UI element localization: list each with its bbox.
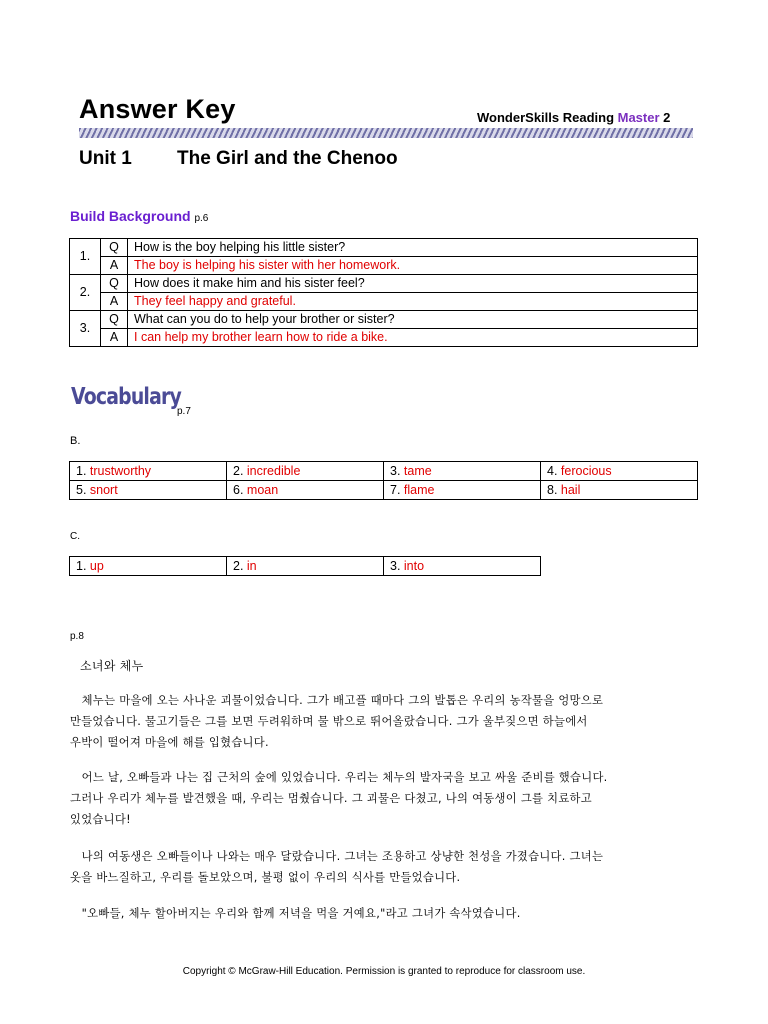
translation-page: p.8 [70, 631, 84, 642]
vocab-answer: trustworthy [89, 463, 152, 478]
vocab-cell [541, 462, 698, 481]
vocab-cell [384, 481, 541, 500]
item-number: 8. [547, 482, 561, 497]
answer-text: I can help my brother learn how to ride a bike. [128, 329, 698, 347]
question-text: How does it make him and his sister feel? [128, 275, 698, 293]
series-brand [477, 110, 670, 125]
vocab-cell [70, 462, 227, 481]
section-b-label: B. [70, 435, 81, 447]
table-row [70, 275, 698, 293]
q-label: Q [101, 311, 128, 329]
table-row [70, 481, 698, 500]
brand-master: Master [617, 110, 660, 125]
question-text: How is the boy helping his little sister? [128, 239, 698, 257]
vocab-answer: moan [246, 482, 279, 497]
translation-paragraph [70, 903, 695, 924]
table-row [70, 462, 698, 481]
translation-paragraph [70, 690, 695, 753]
header-divider [79, 128, 693, 138]
item-number: 2. [233, 463, 247, 478]
page-title: Answer Key [79, 94, 236, 124]
vocab-cell [227, 557, 384, 576]
text-line: 체누는 마을에 오는 사나운 괴물이었습니다. 그가 배고플 때마다 그의 발톱은 우리의 농작물을 엉망으로 [70, 694, 604, 707]
vocab-cell [384, 462, 541, 481]
item-number: 3. [390, 463, 404, 478]
item-number: 4. [547, 463, 561, 478]
text-line: "오빠들, 체누 할아버지는 우리와 함께 저녁을 먹을 거예요,"라고 그녀가 속삭였습니다. [70, 907, 521, 920]
vocab-cell [384, 557, 541, 576]
text-line: 만들었습니다. 물고기들은 그를 보면 두려워하며 물 밖으로 뛰어올랐습니다. 그가 울부짖으면 하늘에서 [70, 715, 588, 728]
answer-text: They feel happy and grateful. [128, 293, 698, 311]
vocab-answer: tame [403, 463, 432, 478]
table-row [70, 293, 698, 311]
build-background-page: p.6 [194, 213, 209, 224]
section-c-label: C. [70, 531, 80, 542]
vocab-answer: ferocious [560, 463, 612, 478]
vocab-answer: up [89, 558, 104, 573]
item-number: 3. [390, 558, 404, 573]
vocab-cell [70, 557, 227, 576]
a-label: A [101, 257, 128, 275]
text-line: 나의 여동생은 오빠들이나 나와는 매우 달랐습니다. 그녀는 조용하고 상냥한 천성을 가졌습니다. 그녀는 [70, 850, 604, 863]
text-line: 그러나 우리가 체누를 발견했을 때, 우리는 멈췄습니다. 그 괴물은 다쳤고, 나의 여동생이 그를 치료하고 [70, 792, 592, 805]
vocab-cell [227, 481, 384, 500]
vocab-answer: incredible [246, 463, 301, 478]
translation-paragraph [70, 767, 695, 830]
vocabulary-heading: Vocabulary [71, 384, 181, 410]
vocabulary-page: p.7 [177, 406, 191, 417]
item-number: 5. [76, 482, 90, 497]
table-row [70, 311, 698, 329]
item-number: 6. [233, 482, 247, 497]
text-line: 우박이 떨어져 마을에 해를 입혔습니다. [70, 736, 269, 749]
item-number: 2. [233, 558, 247, 573]
text-line: 어느 날, 오빠들과 나는 집 근처의 숲에 있었습니다. 우리는 체누의 발자국을 보고 싸울 준비를 했습니다. [70, 771, 608, 784]
vocab-answer: snort [89, 482, 118, 497]
build-background-title: Build Background [70, 208, 191, 224]
build-background-heading [70, 208, 208, 224]
table-row [70, 329, 698, 347]
item-number: 1. [76, 558, 90, 573]
vocab-cell [70, 481, 227, 500]
answer-text: The boy is helping his sister with her homework. [128, 257, 698, 275]
unit-title: The Girl and the Chenoo [177, 148, 398, 169]
q-label: Q [101, 275, 128, 293]
translation-title: 소녀와 체누 [80, 659, 144, 673]
translation-paragraph [70, 846, 695, 888]
qa-number: 2. [70, 275, 101, 311]
a-label: A [101, 329, 128, 347]
vocab-answer: flame [403, 482, 435, 497]
unit-label: Unit 1 [79, 148, 132, 169]
table-row [70, 239, 698, 257]
vocab-cell [227, 462, 384, 481]
text-line: 있었습니다! [70, 813, 131, 826]
q-label: Q [101, 239, 128, 257]
a-label: A [101, 293, 128, 311]
qa-number: 3. [70, 311, 101, 347]
vocab-answer: into [403, 558, 425, 573]
item-number: 1. [76, 463, 90, 478]
vocabulary-b-table [69, 461, 698, 500]
vocab-answer: in [246, 558, 257, 573]
brand-number: 2 [659, 110, 671, 125]
table-row [70, 257, 698, 275]
vocab-answer: hail [560, 482, 581, 497]
vocabulary-c-table [69, 556, 541, 576]
qa-number: 1. [70, 239, 101, 275]
vocab-cell [541, 481, 698, 500]
item-number: 7. [390, 482, 404, 497]
qa-table [69, 238, 698, 347]
text-line: 옷을 바느질하고, 우리를 돌보았으며, 불평 없이 우리의 식사를 만들었습니다. [70, 871, 461, 884]
table-row [70, 557, 541, 576]
question-text: What can you do to help your brother or sister? [128, 311, 698, 329]
copyright-footer: Copyright © McGraw-Hill Education. Permission is granted to reproduce for classroom use. [182, 966, 586, 977]
brand-prefix: WonderSkills Reading [477, 110, 618, 125]
